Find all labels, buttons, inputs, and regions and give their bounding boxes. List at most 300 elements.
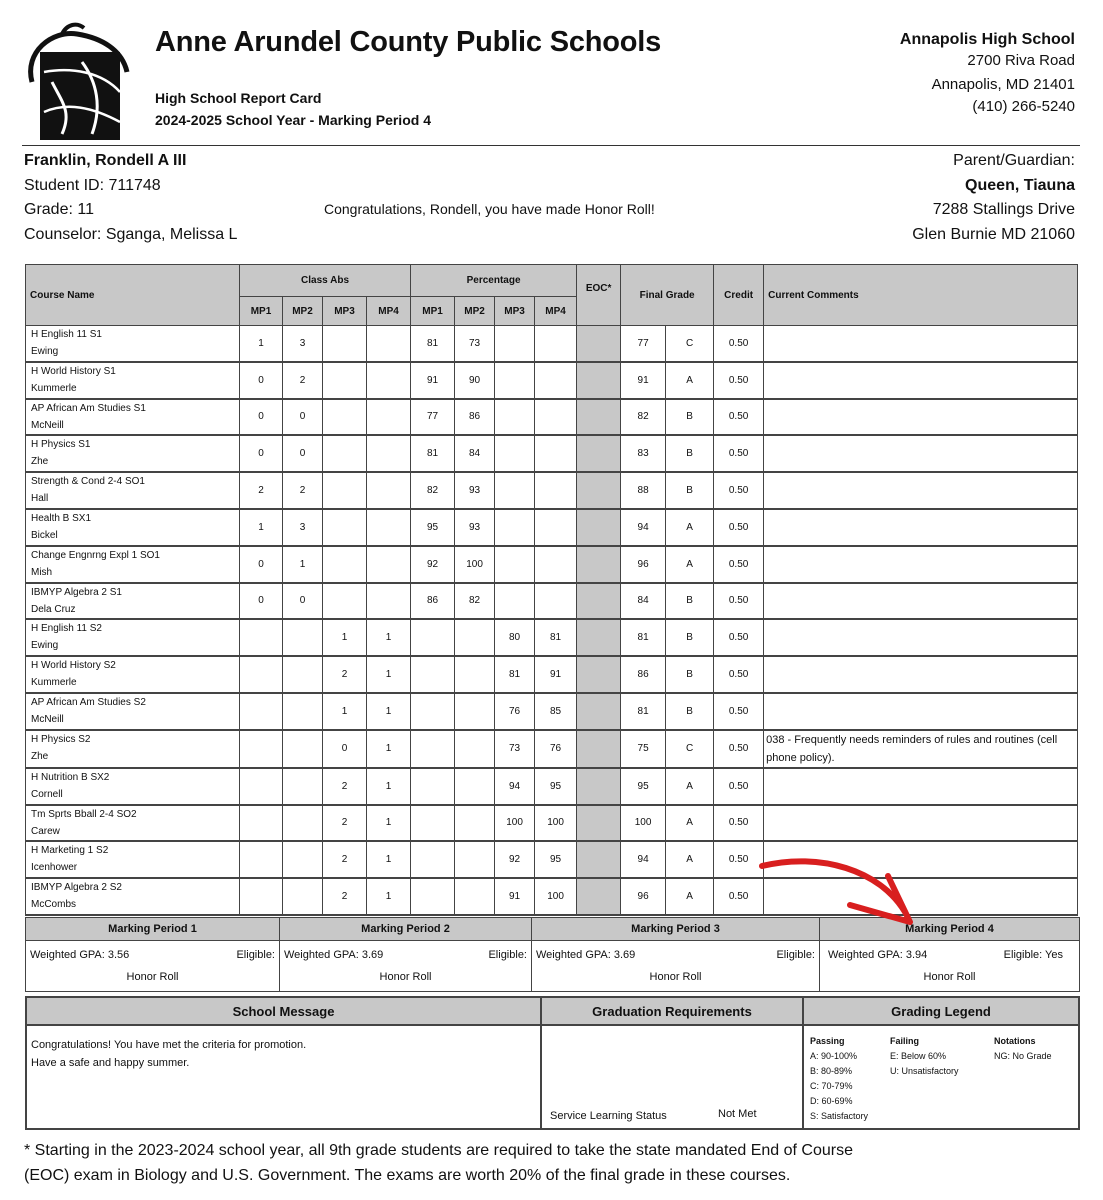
pct-cell: 76: [535, 730, 577, 768]
credit-cell: 0.50: [714, 841, 764, 878]
pct-cell: 73: [495, 730, 535, 768]
abs-cell: [323, 326, 367, 362]
abs-cell: 2: [323, 878, 367, 915]
pct-cell: [455, 656, 495, 693]
honor-roll-message: Congratulations, Rondell, you have made Honor Roll!: [324, 201, 655, 217]
abs-cell: [240, 619, 283, 656]
course-cell: [26, 656, 240, 693]
course-cell: [26, 878, 240, 915]
legend-item: B: 80-89%: [810, 1066, 853, 1076]
letter-grade-cell: A: [666, 362, 714, 399]
comment-cell: [764, 619, 1078, 656]
table-row: [26, 399, 1078, 436]
mp2-gpa: Weighted GPA: 3.69: [284, 949, 384, 961]
guardian-city: Glen Burnie MD 21060: [912, 226, 1075, 243]
credit-cell: 0.50: [714, 619, 764, 656]
pct-cell: [495, 509, 535, 546]
letter-grade-cell: A: [666, 805, 714, 842]
eoc-cell: [577, 768, 621, 805]
mp2-eligible: Eligible:: [488, 949, 527, 961]
pct-cell: 81: [411, 326, 455, 362]
course-name: H Nutrition B SX2: [31, 771, 110, 783]
col-comments: Current Comments: [764, 265, 1078, 326]
eoc-cell: [577, 546, 621, 583]
eoc-cell: [577, 693, 621, 730]
abs-cell: 0: [240, 399, 283, 436]
pct-cell: [495, 546, 535, 583]
eoc-cell: [577, 326, 621, 362]
course-name: Health B SX1: [31, 512, 92, 524]
pct-cell: [455, 693, 495, 730]
letter-grade-cell: A: [666, 768, 714, 805]
letter-grade-cell: B: [666, 399, 714, 436]
final-pct-cell: 77: [621, 326, 666, 362]
abs-cell: [323, 509, 367, 546]
abs-cell: 1: [367, 656, 411, 693]
col-course-name: Course Name: [26, 265, 240, 326]
course-name: H Physics S1: [31, 439, 91, 451]
credit-cell: 0.50: [714, 362, 764, 399]
letter-grade-cell: A: [666, 878, 714, 915]
teacher-name: Ewing: [31, 346, 59, 357]
abs-cell: [367, 583, 411, 620]
teacher-name: Hall: [31, 493, 49, 505]
comment-cell: [764, 326, 1078, 362]
abs-cell: 1: [367, 730, 411, 768]
course-name: H World History S2: [31, 660, 116, 672]
course-cell: [26, 326, 240, 362]
mp1-summary: [26, 941, 279, 991]
course-name: AP African Am Studies S1: [31, 402, 146, 414]
comment-cell: [764, 878, 1078, 915]
course-name: H English 11 S1: [31, 329, 102, 340]
final-pct-cell: 84: [621, 583, 666, 620]
teacher-name: Zhe: [31, 750, 49, 762]
pct-cell: [495, 583, 535, 620]
report-card-title: High School Report Card: [155, 90, 322, 106]
final-pct-cell: 91: [621, 362, 666, 399]
course-name: AP African Am Studies S2: [31, 696, 146, 708]
school-name: Annapolis High School: [899, 31, 1075, 48]
pct-cell: 100: [495, 805, 535, 842]
abs-cell: 0: [240, 435, 283, 472]
final-pct-cell: 100: [621, 805, 666, 842]
table-row: [26, 841, 1078, 878]
abs-cell: [367, 509, 411, 546]
letter-grade-cell: B: [666, 583, 714, 620]
pct-cell: [495, 362, 535, 399]
school-city: Annapolis, MD 21401: [931, 76, 1075, 93]
pct-cell: [411, 841, 455, 878]
table-row: [26, 805, 1078, 842]
abs-cell: 2: [323, 768, 367, 805]
guardian-name: Queen, Tiauna: [965, 177, 1075, 194]
comment-cell: [764, 472, 1078, 509]
pct-cell: 82: [455, 583, 495, 620]
table-row: [26, 730, 1078, 768]
pct-cell: [535, 435, 577, 472]
comment-cell: [764, 362, 1078, 399]
abs-cell: 3: [283, 326, 323, 362]
service-learning-label: Service Learning Status: [550, 1110, 667, 1122]
abs-cell: 1: [367, 805, 411, 842]
abs-cell: [367, 546, 411, 583]
credit-cell: 0.50: [714, 472, 764, 509]
mp2-title: Marking Period 2: [280, 918, 532, 941]
abs-cell: 0: [240, 583, 283, 620]
mp1-eligible: Eligible:: [236, 949, 275, 961]
table-row: [26, 546, 1078, 583]
abs-cell: [240, 841, 283, 878]
course-name: H Physics S2: [31, 733, 91, 745]
abs-cell: 1: [367, 768, 411, 805]
school-phone: (410) 266-5240: [972, 98, 1075, 115]
final-pct-cell: 83: [621, 435, 666, 472]
pct-mp3: MP3: [495, 297, 535, 326]
final-pct-cell: 81: [621, 619, 666, 656]
abs-cell: [240, 656, 283, 693]
mp4-summary: [820, 941, 1079, 991]
legend-notations: [994, 1034, 1052, 1064]
pct-cell: [455, 619, 495, 656]
legend-passing-title: Passing: [810, 1036, 845, 1046]
pct-cell: [411, 878, 455, 915]
district-logo: [22, 22, 132, 142]
legend-failing-title: Failing: [890, 1036, 919, 1046]
pct-cell: [411, 693, 455, 730]
abs-cell: 0: [323, 730, 367, 768]
abs-cell: 1: [367, 693, 411, 730]
abs-cell: [283, 619, 323, 656]
col-credit: Credit: [714, 265, 764, 326]
comment-cell: [764, 805, 1078, 842]
pct-cell: [455, 841, 495, 878]
school-message-line1: Congratulations! You have met the criteria for promotion.: [31, 1039, 307, 1051]
comment-cell: [764, 693, 1078, 730]
table-row: [26, 472, 1078, 509]
eoc-cell: [577, 730, 621, 768]
final-pct-cell: 96: [621, 546, 666, 583]
guardian-street: 7288 Stallings Drive: [932, 201, 1075, 218]
teacher-name: Zhe: [31, 456, 49, 468]
course-cell: [26, 693, 240, 730]
eoc-footnote: [24, 1138, 1074, 1188]
pct-mp4: MP4: [535, 297, 577, 326]
course-name: IBMYP Algebra 2 S2: [31, 882, 122, 894]
eoc-cell: [577, 841, 621, 878]
pct-cell: 81: [535, 619, 577, 656]
teacher-name: Dela Cruz: [31, 603, 76, 615]
abs-cell: [240, 805, 283, 842]
course-cell: [26, 730, 240, 768]
pct-mp1: MP1: [411, 297, 455, 326]
pct-cell: [535, 399, 577, 436]
pct-cell: 93: [455, 509, 495, 546]
abs-cell: [323, 583, 367, 620]
pct-cell: [455, 878, 495, 915]
letter-grade-cell: C: [666, 730, 714, 768]
school-message-body: [27, 1026, 540, 1072]
legend-passing: [810, 1034, 868, 1124]
credit-cell: 0.50: [714, 693, 764, 730]
teacher-name: Carew: [31, 825, 60, 837]
grades-body: [26, 326, 1078, 915]
legend-body: [804, 1026, 1078, 1128]
comment-cell: [764, 435, 1078, 472]
eoc-cell: [577, 435, 621, 472]
pct-cell: [535, 546, 577, 583]
abs-cell: [240, 693, 283, 730]
pct-cell: 92: [411, 546, 455, 583]
table-row: [26, 768, 1078, 805]
course-cell: [26, 841, 240, 878]
course-cell: [26, 399, 240, 436]
pct-cell: [495, 326, 535, 362]
pct-cell: 81: [495, 656, 535, 693]
abs-mp3: MP3: [323, 297, 367, 326]
legend-item: A: 90-100%: [810, 1051, 858, 1061]
mp1-title: Marking Period 1: [26, 918, 280, 941]
footnote-line2: (EOC) exam in Biology and U.S. Government. The exams are worth 20% of the final grade in these courses.: [24, 1167, 791, 1184]
school-year: 2024-2025 School Year - Marking Period 4: [155, 112, 431, 128]
pct-cell: 95: [411, 509, 455, 546]
teacher-name: Cornell: [31, 788, 63, 800]
abs-cell: 2: [323, 805, 367, 842]
table-row: [26, 583, 1078, 620]
service-learning-value: Not Met: [718, 1108, 757, 1120]
teacher-name: Mish: [31, 566, 53, 578]
abs-cell: [240, 730, 283, 768]
eoc-cell: [577, 399, 621, 436]
marking-period-summary: [25, 917, 1080, 992]
pct-cell: 86: [455, 399, 495, 436]
abs-cell: [367, 472, 411, 509]
table-row: [26, 362, 1078, 399]
pct-cell: 91: [411, 362, 455, 399]
eoc-cell: [577, 656, 621, 693]
abs-cell: 1: [240, 509, 283, 546]
col-eoc: EOC*: [577, 265, 621, 326]
comment-cell: [764, 768, 1078, 805]
graduation-title: Graduation Requirements: [541, 997, 803, 1025]
comment-cell: [764, 509, 1078, 546]
pct-cell: 86: [411, 583, 455, 620]
mp3-eligible: Eligible:: [776, 949, 815, 961]
legend-item: NG: No Grade: [994, 1051, 1052, 1061]
course-name: Tm Sprts Bball 2-4 SO2: [31, 808, 137, 820]
teacher-name: Kummerle: [31, 677, 77, 689]
eoc-cell: [577, 362, 621, 399]
abs-cell: [283, 878, 323, 915]
credit-cell: 0.50: [714, 326, 764, 362]
abs-cell: [323, 362, 367, 399]
abs-cell: 1: [367, 878, 411, 915]
final-pct-cell: 94: [621, 841, 666, 878]
pct-cell: [411, 730, 455, 768]
teacher-name: McCombs: [31, 899, 77, 911]
final-pct-cell: 88: [621, 472, 666, 509]
abs-cell: 0: [283, 435, 323, 472]
course-cell: [26, 546, 240, 583]
letter-grade-cell: B: [666, 693, 714, 730]
credit-cell: 0.50: [714, 509, 764, 546]
table-row: [26, 435, 1078, 472]
abs-cell: 1: [283, 546, 323, 583]
pct-cell: 95: [535, 841, 577, 878]
legend-failing: [890, 1034, 959, 1079]
legend-item: E: Below 60%: [890, 1051, 947, 1061]
abs-cell: 1: [323, 693, 367, 730]
mp3-summary: [532, 941, 819, 991]
pct-cell: [411, 768, 455, 805]
pct-cell: 80: [495, 619, 535, 656]
pct-cell: [411, 656, 455, 693]
mp3-honor: Honor Roll: [649, 971, 702, 983]
legend-item: D: 60-69%: [810, 1096, 853, 1106]
abs-cell: [283, 656, 323, 693]
student-counselor: Counselor: Sganga, Melissa L: [24, 226, 238, 243]
comment-cell: 038 - Frequently needs reminders of rules and routines (cell phone policy).: [764, 730, 1078, 768]
guardian-label: Parent/Guardian:: [953, 152, 1075, 169]
legend-item: C: 70-79%: [810, 1081, 853, 1091]
abs-cell: [323, 546, 367, 583]
course-name: H Marketing 1 S2: [31, 845, 109, 857]
grades-table: [25, 264, 1078, 916]
course-name: H English 11 S2: [31, 623, 102, 635]
teacher-name: McNeill: [31, 713, 64, 725]
abs-cell: [367, 326, 411, 362]
pct-cell: 91: [495, 878, 535, 915]
eoc-cell: [577, 583, 621, 620]
legend-item: U: Unsatisfactory: [890, 1066, 959, 1076]
abs-cell: 0: [240, 546, 283, 583]
course-cell: [26, 619, 240, 656]
pct-cell: [535, 326, 577, 362]
abs-cell: [323, 435, 367, 472]
eoc-cell: [577, 509, 621, 546]
pct-cell: 81: [411, 435, 455, 472]
course-cell: [26, 583, 240, 620]
letter-grade-cell: A: [666, 841, 714, 878]
letter-grade-cell: C: [666, 326, 714, 362]
abs-cell: 2: [240, 472, 283, 509]
credit-cell: 0.50: [714, 435, 764, 472]
header-divider: [22, 145, 1080, 146]
mp2-summary: [280, 941, 531, 991]
col-class-abs: Class Abs: [240, 265, 411, 297]
abs-cell: [240, 768, 283, 805]
course-name: Strength & Cond 2-4 SO1: [31, 476, 145, 488]
credit-cell: 0.50: [714, 399, 764, 436]
teacher-name: Kummerle: [31, 382, 77, 394]
letter-grade-cell: B: [666, 619, 714, 656]
abs-cell: 2: [283, 472, 323, 509]
course-cell: [26, 805, 240, 842]
abs-cell: 0: [283, 583, 323, 620]
credit-cell: 0.50: [714, 768, 764, 805]
pct-cell: 90: [455, 362, 495, 399]
abs-cell: 1: [240, 326, 283, 362]
course-cell: [26, 362, 240, 399]
school-message-title: School Message: [26, 997, 541, 1025]
abs-cell: 2: [283, 362, 323, 399]
pct-cell: [535, 362, 577, 399]
pct-cell: 100: [455, 546, 495, 583]
comment-cell: [764, 656, 1078, 693]
abs-cell: 1: [367, 841, 411, 878]
pct-cell: [535, 509, 577, 546]
student-id: Student ID: 711748: [24, 177, 161, 194]
pct-cell: 73: [455, 326, 495, 362]
pct-cell: 84: [455, 435, 495, 472]
comment-cell: [764, 583, 1078, 620]
pct-cell: 100: [535, 878, 577, 915]
bottom-panels: [25, 996, 1080, 1130]
abs-cell: [283, 768, 323, 805]
col-percentage: Percentage: [411, 265, 577, 297]
pct-cell: 77: [411, 399, 455, 436]
abs-cell: [367, 362, 411, 399]
abs-cell: 3: [283, 509, 323, 546]
footnote-line1: * Starting in the 2023-2024 school year, all 9th grade students are required to take the state mandated End of Course: [24, 1142, 853, 1159]
eoc-cell: [577, 805, 621, 842]
abs-cell: 1: [323, 619, 367, 656]
table-row: [26, 326, 1078, 362]
credit-cell: 0.50: [714, 583, 764, 620]
mp4-honor: Honor Roll: [923, 971, 976, 983]
teacher-name: Icenhower: [31, 862, 78, 874]
mp1-honor: Honor Roll: [126, 971, 179, 983]
pct-cell: [455, 768, 495, 805]
teacher-name: Bickel: [31, 529, 58, 541]
final-pct-cell: 86: [621, 656, 666, 693]
legend-item: S: Satisfactory: [810, 1111, 869, 1121]
final-pct-cell: 94: [621, 509, 666, 546]
abs-cell: [323, 399, 367, 436]
pct-cell: [411, 805, 455, 842]
credit-cell: 0.50: [714, 878, 764, 915]
table-row: [26, 619, 1078, 656]
mp4-title: Marking Period 4: [820, 918, 1080, 941]
pct-cell: [495, 435, 535, 472]
course-cell: [26, 509, 240, 546]
pct-cell: [535, 583, 577, 620]
table-row: [26, 693, 1078, 730]
comment-cell: [764, 546, 1078, 583]
mp1-gpa: Weighted GPA: 3.56: [30, 949, 130, 961]
pct-cell: [495, 399, 535, 436]
pct-cell: 85: [535, 693, 577, 730]
abs-mp4: MP4: [367, 297, 411, 326]
abs-cell: 2: [323, 656, 367, 693]
letter-grade-cell: B: [666, 656, 714, 693]
course-cell: [26, 768, 240, 805]
eoc-cell: [577, 878, 621, 915]
abs-cell: [323, 472, 367, 509]
letter-grade-cell: B: [666, 435, 714, 472]
mp4-gpa: Weighted GPA: 3.94: [828, 949, 928, 961]
final-pct-cell: 75: [621, 730, 666, 768]
abs-cell: 0: [283, 399, 323, 436]
school-street: 2700 Riva Road: [967, 52, 1075, 69]
graduation-body: [542, 1026, 802, 1128]
final-pct-cell: 82: [621, 399, 666, 436]
district-title: Anne Arundel County Public Schools: [155, 26, 662, 58]
abs-cell: 1: [367, 619, 411, 656]
abs-cell: 0: [240, 362, 283, 399]
pct-cell: [455, 805, 495, 842]
mp2-honor: Honor Roll: [379, 971, 432, 983]
